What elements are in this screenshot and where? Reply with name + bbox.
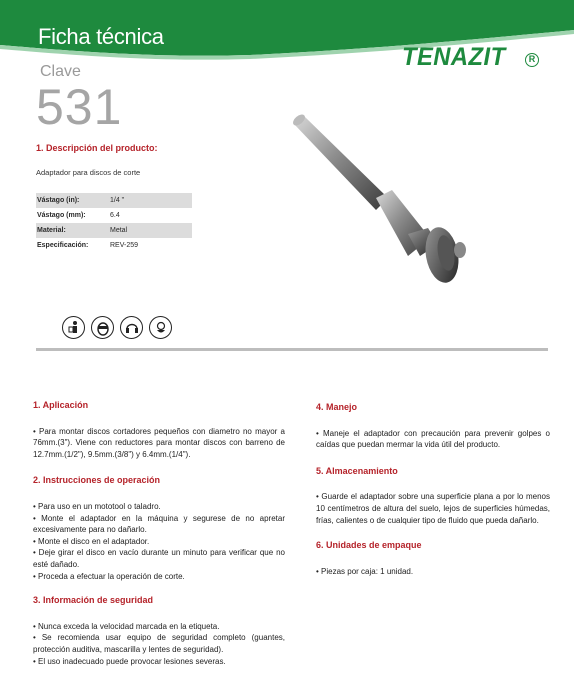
right-column <box>316 402 550 577</box>
aplicacion-title: 1. Aplicación <box>33 400 89 410</box>
safety-icons <box>62 316 172 339</box>
section-divider <box>36 348 548 351</box>
spec-value: Metal <box>110 227 128 234</box>
spec-value: 6.4 <box>110 212 120 219</box>
spec-row <box>36 208 192 223</box>
spec-key: Material: <box>37 227 66 234</box>
spec-table <box>36 193 192 253</box>
manejo-text: • Maneje el adaptador con precaución para prevenir golpes o caídas que puedan mermar la vida útil del producto. <box>316 428 550 450</box>
spec-row <box>36 238 192 253</box>
clave-label: Clave <box>40 63 81 80</box>
almacenamiento-text: • Guarde el adaptador sobre una superficie plana a por lo menos 10 centímetros de altura del suelo, lejos de superficies húmedas, frías, calientes o de cualquier tipo de fluido que pueda dañarlo. <box>316 492 550 525</box>
manejo-title: 4. Manejo <box>316 402 358 412</box>
dust-mask-icon <box>149 316 172 339</box>
empaque-text: • Piezas por caja: 1 unidad. <box>316 566 414 576</box>
empaque-title: 6. Unidades de empaque <box>316 540 422 551</box>
face-shield-icon <box>91 316 114 339</box>
spec-row <box>36 193 192 208</box>
aplicacion-text: • Para montar discos cortadores pequeños con diametro no mayor a 76mm.(3"). Viene con reductores para montar discos con barreno de 12.7mm.(1/2"), 9.5mm.(3/8") y 6.4mm.(1/4"). <box>33 426 285 459</box>
ear-protection-icon <box>120 316 143 339</box>
almacenamiento-title: 5. Almacenamiento <box>316 465 398 476</box>
spec-key: Vástago (mm): <box>37 212 86 219</box>
spec-row <box>36 223 192 238</box>
brand-logo: TENAZIT <box>402 43 506 71</box>
list-item: • Se recomienda usar equipo de seguridad completo (guantes, protección auditiva, mascarilla y lentes de seguridad). <box>33 633 285 654</box>
list-item: • Nunca exceda la velocidad marcada en la etiqueta. <box>33 621 220 631</box>
list-item: • Proceda a efectuar la operación de corte. <box>33 571 185 581</box>
page-title: Ficha técnica <box>38 24 164 49</box>
registered-mark: R <box>525 53 539 67</box>
read-manual-icon <box>62 316 85 339</box>
list-item: • Para uso en un mototool o taladro. <box>33 501 161 511</box>
product-description: Adaptador para discos de corte <box>36 168 141 177</box>
list-item: • Deje girar el disco en vacío durante un minuto para verificar que no esté dañado. <box>33 548 285 569</box>
clave-number: 531 <box>36 79 123 135</box>
list-item: • Monte el disco en el adaptador. <box>33 536 150 546</box>
spec-key: Especificación: <box>37 242 89 249</box>
spec-value: REV-259 <box>110 242 139 249</box>
product-image <box>280 110 480 305</box>
list-item: • El uso inadecuado puede provocar lesiones severas. <box>33 656 226 666</box>
instrucciones-title: 2. Instrucciones de operación <box>33 475 161 486</box>
section-description-title: 1. Descripción del producto: <box>36 143 158 153</box>
left-column <box>33 400 285 667</box>
spec-key: Vástago (in): <box>37 197 80 204</box>
spec-value: 1/4 " <box>110 197 125 204</box>
seguridad-title: 3. Información de seguridad <box>33 595 154 606</box>
list-item: • Monte el adaptador en la máquina y segurese de no apretar excesivamente para no dañarlo. <box>33 513 285 535</box>
